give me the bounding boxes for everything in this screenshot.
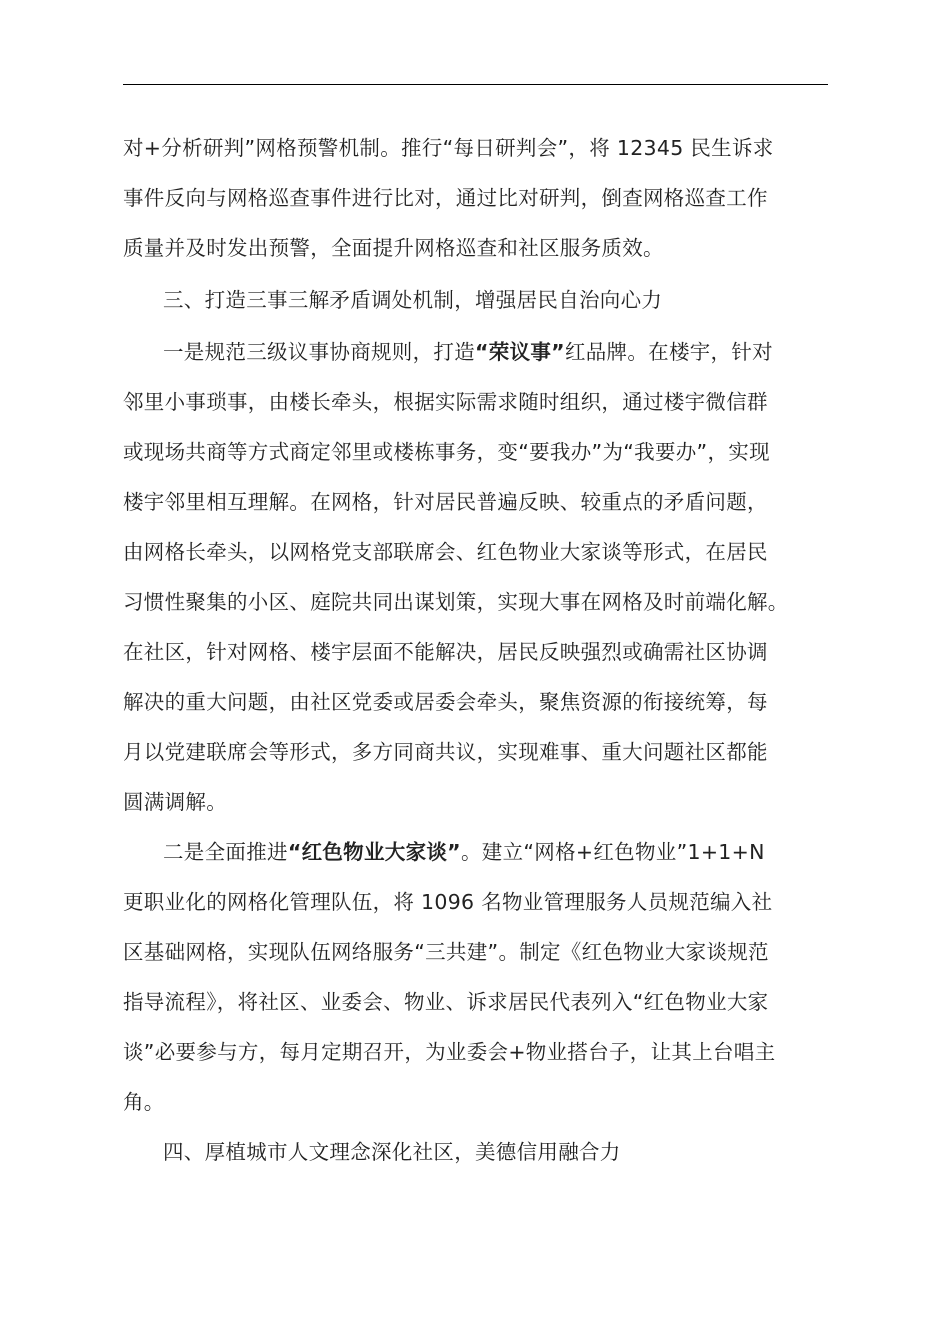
paragraph-line: 楼宇邻里相互理解。在网格，针对居民普遍反映、较重点的矛盾问题， [123,490,768,514]
bold-term: “荣议事” [475,340,565,364]
paragraph-line [163,827,765,877]
paragraph-line: 质量并及时发出预警，全面提升网格巡查和社区服务质效。 [123,236,664,260]
paragraph-line: 事件反向与网格巡查事件进行比对，通过比对研判，倒查网格巡查工作 [123,186,768,210]
paragraph-line: 谈”必要参与方，每月定期召开，为业委会+物业搭台子，让其上台唱主 [123,1040,776,1064]
paragraph-line: 更职业化的网格化管理队伍，将 1096 名物业管理服务人员规范编入社 [123,890,773,914]
paragraph-line: 邻里小事琐事，由楼长牵头，根据实际需求随时组织，通过楼宇微信群 [123,390,768,414]
paragraph-line: 区基础网格，实现队伍网络服务“三共建”。制定《红色物业大家谈规范 [123,940,769,964]
text-span: 。建立“网格+红色物业”1+1+N [460,840,765,864]
paragraph-line: 在社区，针对网格、楼宇层面不能解决，居民反映强烈或确需社区协调 [123,640,768,664]
text-span: 红品牌。在楼宇，针对 [564,340,773,364]
paragraph-line: 由网格长牵头，以网格党支部联席会、红色物业大家谈等形式，在居民 [123,540,768,564]
paragraph-line: 或现场共商等方式商定邻里或楼栋事务，变“要我办”为“我要办”，实现 [123,440,770,464]
paragraph-line: 习惯性聚集的小区、庭院共同出谋划策，实现大事在网格及时前端化解。 [123,590,789,614]
section-heading-4: 四、厚植城市人文理念深化社区，美德信用融合力 [163,1140,621,1164]
paragraph-line: 圆满调解。 [123,790,227,814]
paragraph-line: 角。 [123,1090,165,1114]
section-heading-3: 三、打造三事三解矛盾调处机制，增强居民自治向心力 [163,288,663,312]
paragraph-line: 月以党建联席会等形式，多方同商共议，实现难事、重大问题社区都能 [123,740,768,764]
paragraph-line [163,327,773,377]
bold-term: “红色物业大家谈” [287,840,461,864]
paragraph-line: 指导流程》，将社区、业委会、物业、诉求居民代表列入“红色物业大家 [123,990,769,1014]
paragraph-line: 对+分析研判”网格预警机制。推行“每日研判会”，将 12345 民生诉求 [123,136,774,160]
paragraph-line: 解决的重大问题，由社区党委或居委会牵头，聚焦资源的衔接统筹，每 [123,690,768,714]
header-rule [123,84,828,85]
text-span: 二是全面推进 [163,840,288,864]
text-span: 一是规范三级议事协商规则，打造 [163,340,475,364]
